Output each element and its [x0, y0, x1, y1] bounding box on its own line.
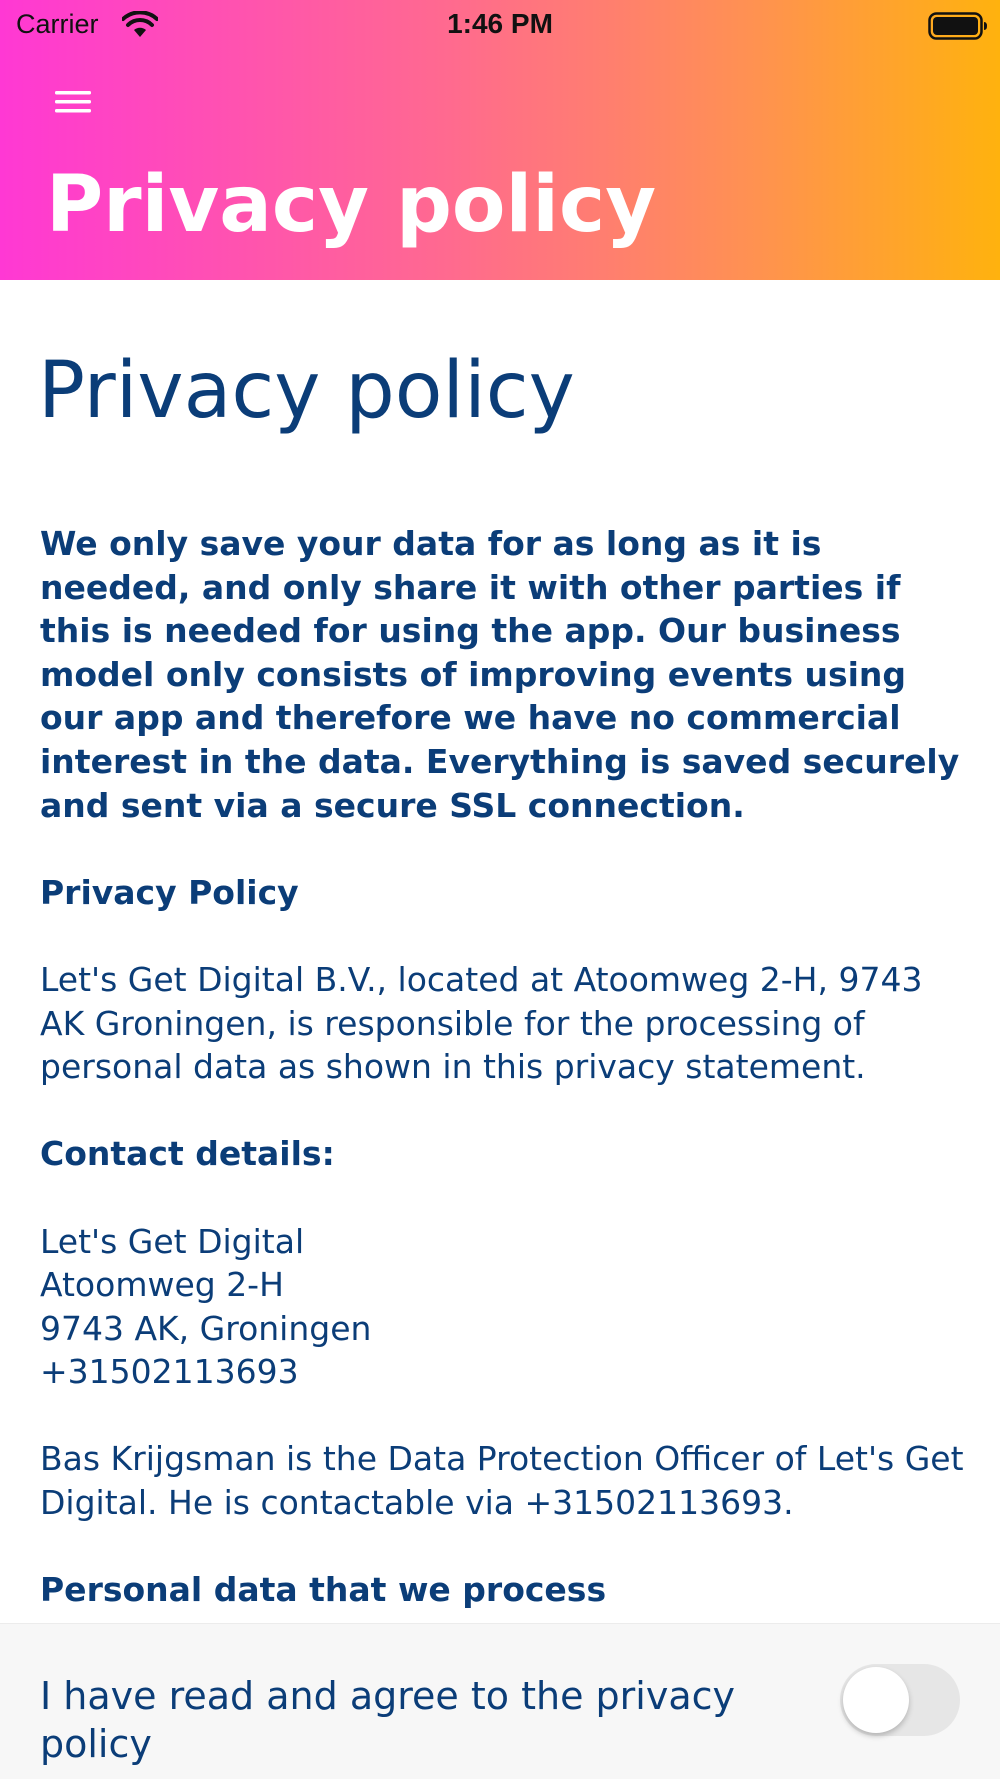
- app-header: [0, 0, 1000, 280]
- contact-street: Atoomweg 2-H: [40, 1265, 284, 1305]
- policy-body: [40, 522, 970, 1623]
- carrier-label: Carrier: [16, 9, 99, 39]
- agree-label: I have read and agree to the privacy policy: [40, 1674, 735, 1766]
- menu-button[interactable]: [40, 80, 106, 124]
- header-title: Privacy policy: [46, 160, 657, 250]
- personal-data-heading: Personal data that we process: [40, 1570, 607, 1610]
- hamburger-menu-icon: [53, 87, 93, 117]
- contact-heading: Contact details:: [40, 1134, 335, 1174]
- intro-paragraph: We only save your data for as long as it is needed, and only share it with other parties if this is needed for using the app. Our business model only consists of improving events using our app and therefore we have no commercial interest in the data. Everything is saved securely and sent via a secure SSL connection.: [40, 524, 960, 825]
- dpo-paragraph: Bas Krijgsman is the Data Protection Officer of Let's Get Digital. He is contactable via +31502113693.: [40, 1439, 964, 1523]
- agree-toggle[interactable]: [840, 1664, 960, 1736]
- contact-phone: +31502113693: [40, 1352, 299, 1392]
- agree-footer: [0, 1623, 1000, 1779]
- privacy-content[interactable]: [0, 280, 1000, 1623]
- contact-company: Let's Get Digital: [40, 1221, 305, 1261]
- status-bar: [0, 0, 1000, 52]
- privacy-policy-heading: Privacy Policy: [40, 872, 299, 912]
- status-time: 1:46 PM: [447, 8, 553, 39]
- contact-city: 9743 AK, Groningen: [40, 1308, 372, 1348]
- contact-details: [40, 1220, 970, 1394]
- toggle-knob[interactable]: [843, 1667, 909, 1733]
- battery-icon: [928, 12, 988, 40]
- page-heading: Privacy policy: [38, 346, 575, 436]
- responsible-paragraph: Let's Get Digital B.V., located at Atoomweg 2-H, 9743 AK Groningen, is responsible for the processing of personal data as shown in this privacy statement.: [40, 959, 923, 1087]
